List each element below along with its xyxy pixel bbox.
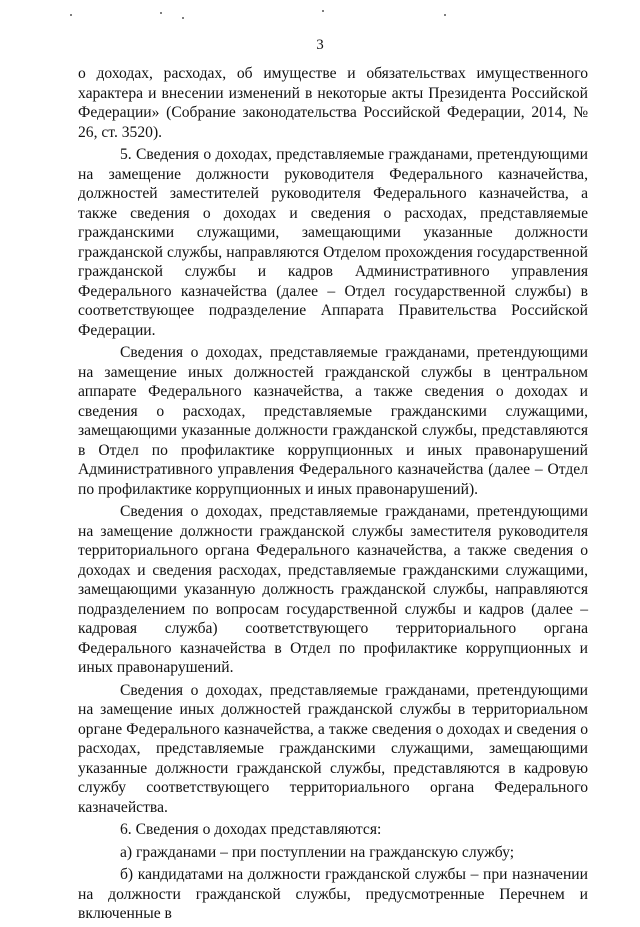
paragraph-item-6a: а) гражданами – при поступлении на гражданскую службу; <box>120 843 515 861</box>
page-number: 3 <box>316 37 324 53</box>
scan-speck <box>70 14 72 16</box>
scan-speck <box>444 14 446 16</box>
paragraph-item-6b: б) кандидатами на должности гражданской службы – при назначении на должности гражданской службы, предусмотренные Перечнем и включенные в <box>78 866 588 922</box>
paragraph-item-5: 5. Сведения о доходах, представляемые гражданами, претендующими на замещение должности руководителя Федерального казначейства, должностей заместителей руководителя Федерального казначейства, а также сведения о доходах и сведения о расходах, представляемые гражданскими служащими, замещающими указанные должности гражданской службы, направляются Отделом прохождения государственной гражданской службы и кадров Административного управления Федерального казначейства (далее – Отдел государственной службы) в соответствующее подразделение Аппарата Правительства Российской Федерации. <box>78 146 588 339</box>
paragraph-item-6: 6. Сведения о доходах представляются: <box>120 821 382 838</box>
scan-speck <box>322 10 324 12</box>
paragraph-territorial-deputy: Сведения о доходах, представляемые гражданами, претендующими на замещение должности гражданской службы заместителя руководителя территориального органа Федерального казначейства, а также сведения о доходах и сведения расходах, представляемые гражданскими служащими, замещающими указанную должность гражданской службы, направляются подразделением по вопросам государственной службы и кадров (далее – кадровая служба) соответствующего территориального органа Федерального казначейства в Отдел по профилактике коррупционных и иных правонарушений. <box>78 503 588 676</box>
scan-speck <box>160 12 162 14</box>
scan-speck <box>182 17 184 19</box>
paragraph-central-office: Сведения о доходах, представляемые гражданами, претендующими на замещение иных должностей гражданской службы в центральном аппарате Федерального казначейства, а также сведения о доходах и сведения о расходах, представляемые гражданскими служащими, замещающими указанные должности гражданской службы, представляются в Отдел по профилактике коррупционных и иных правонарушений Административного управления Федерального казначейства (далее – Отдел по профилактике коррупционных и иных правонарушений). <box>78 344 588 498</box>
paragraph-continuation: о доходах, расходах, об имуществе и обязательствах имущественного характера и внесении изменений в некоторые акты Президента Российской Федерации» (Собрание законодательства Российской Федерации, 2014, № 26, ст. 3520). <box>78 65 588 141</box>
paragraph-territorial-other: Сведения о доходах, представляемые гражданами, претендующими на замещение иных должностей гражданской службы в территориальном органе Федерального казначейства, а также сведения о доходах и сведения о расходах, представляемые гражданскими служащими, замещающими указанные должности гражданской службы, представляются в кадровую службу соответствующего территориального органа Федерального казначейства. <box>78 681 588 816</box>
document-body <box>78 64 588 927</box>
